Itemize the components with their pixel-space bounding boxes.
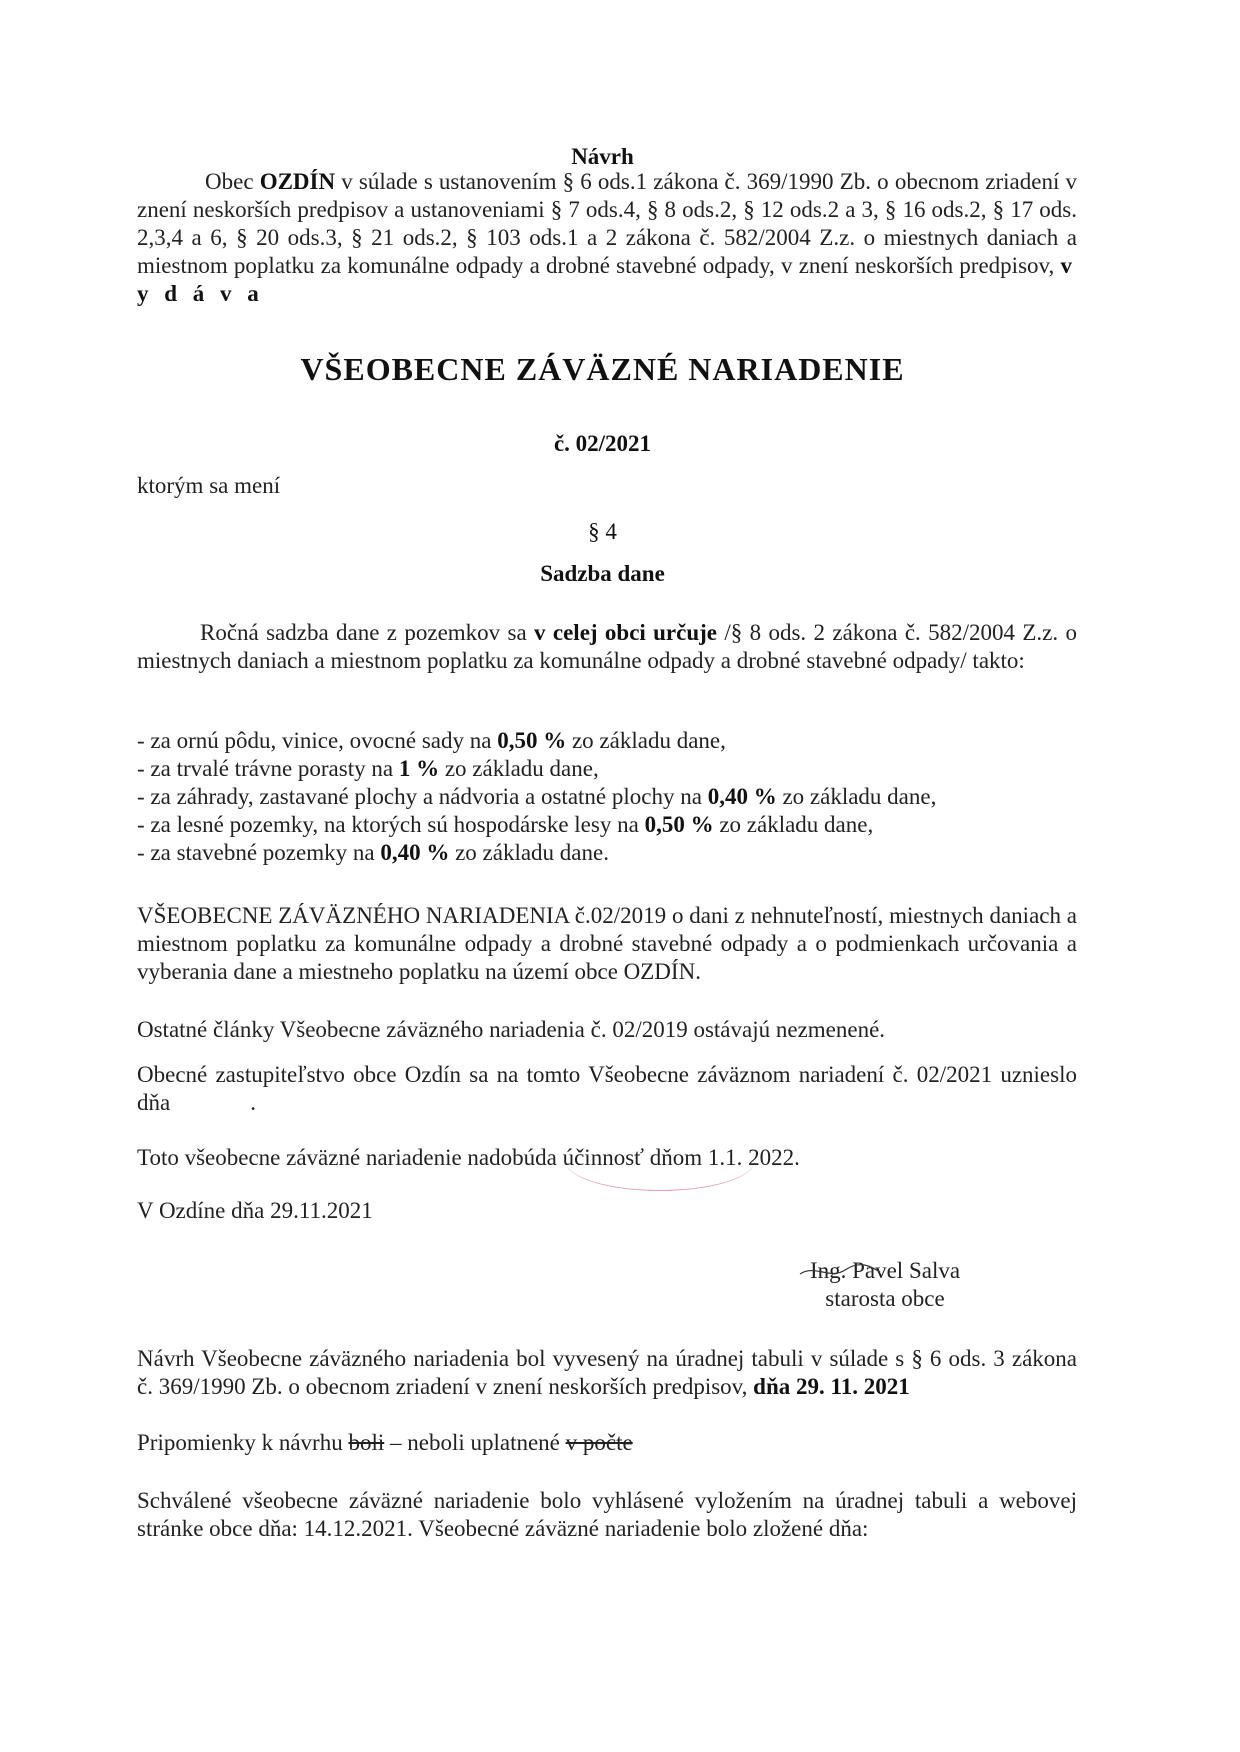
vzn-reference-paragraph: VŠEOBECNE ZÁVÄZNÉHO NARIADENIA č.02/2019 o dani z nehnuteľností, miestnych daniach a miestnom poplatku za komunálne odpady a drobné stavebné odpady a o podmienkach určovania a vyberania dane a miestneho poplatku na území obce OZDÍN. [137, 903, 1077, 984]
list-item [137, 755, 1077, 783]
tax-rate-bold: v celej obci určuje [534, 620, 718, 645]
list-item [137, 811, 1077, 839]
rate-value: 0,40 % [380, 840, 450, 865]
council-paragraph [137, 1061, 1077, 1117]
rate-label: - za stavebné pozemky na [137, 840, 381, 865]
rate-label: - za ornú pôdu, vinice, ovocné sady na [137, 728, 498, 753]
unchanged-articles-paragraph: Ostatné články Všeobecne záväzného nariadenia č. 02/2019 ostávajú nezmenené. [137, 1017, 886, 1042]
signatory-role: starosta obce [825, 1286, 945, 1311]
document-title: VŠEOBECNE ZÁVÄZNÉ NARIADENIE [300, 351, 905, 387]
effective-date-paragraph: Toto všeobecne záväzné nariadenie nadobúda účinnosť dňom 1.1. 2022. [137, 1145, 800, 1170]
signature-mark [795, 1262, 885, 1282]
signatory-name: Ing. Pavel Salva [809, 1258, 961, 1283]
comments-paragraph [137, 1429, 1077, 1457]
draft-label: Návrh [571, 144, 634, 169]
intro-text-2: v súlade s ustanovením § 6 ods.1 zákona č. 369/1990 Zb. o obecnom zriadení v znení neskorších predpisov a ustanoveniami § 7 ods.4, § 8 ods.2, § 12 ods.2 a 3, § 16 ods.2, § 17 ods. 2,3,4 a 6, § 20 ods.3, § 21 ods.2, § 103 ods.1 a 2 zákona č. 582/2004 Z.z. o miestnych daniach a miestnom poplatku za komunálne odpady a drobné stavebné odpady, v znení neskorších predpisov, [137, 169, 1078, 278]
tax-rate-text-2: /§ 8 ods. 2 zákona č. 582/2004 Z.z. o miestnych daniach a miestnom poplatku za komunálne odpady a drobné stavebné odpady/ takto: [137, 620, 1077, 673]
rate-suffix: zo základu dane, [776, 784, 937, 809]
rates-list [137, 727, 1077, 867]
rate-label: - za trvalé trávne porasty na [137, 756, 399, 781]
rate-value: 0,50 % [644, 812, 714, 837]
rate-suffix: zo základu dane, [439, 756, 599, 781]
approved-paragraph: Schválené všeobecne záväzné nariadenie bolo vyhlásené vyložením na úradnej tabuli a webovej stránke obce dňa: 14.12.2021. Všeobecné záväzné nariadenie bolo zložené dňa: [137, 1488, 1077, 1541]
intro-paragraph [137, 168, 1077, 308]
posted-date: dňa 29. 11. 2021 [753, 1374, 910, 1399]
comments-struck-2: v počte [565, 1430, 633, 1455]
posted-text: Návrh Všeobecne záväzného nariadenia bol vyvesený na úradnej tabuli v súlade s § 6 ods. 3 zákona č. 369/1990 Zb. o obecnom zriadení v znení neskorších predpisov, [137, 1346, 1077, 1399]
tax-rate-paragraph [137, 619, 1077, 675]
list-item [137, 783, 1077, 811]
posted-paragraph [137, 1345, 1077, 1401]
amends-label: ktorým sa mení [137, 473, 281, 498]
rate-suffix: zo základu dane, [566, 728, 726, 753]
list-item [137, 839, 1077, 867]
intro-text-1: Obec [205, 169, 260, 194]
rate-value: 0,50 % [497, 728, 567, 753]
municipality-name: OZDÍN [259, 169, 336, 194]
council-date-placeholder: . [250, 1090, 256, 1115]
comments-text-1: Pripomienky k návrhu [137, 1430, 349, 1455]
rate-value: 1 % [398, 756, 440, 781]
section-title: Sadzba dane [540, 561, 665, 586]
rate-suffix: zo základu dane. [449, 840, 609, 865]
rate-label: - za lesné pozemky, na ktorých sú hospodárske lesy na [137, 812, 645, 837]
tax-rate-text-1: Ročná sadzba dane z pozemkov sa [200, 620, 535, 645]
place-and-date: V Ozdíne dňa 29.11.2021 [137, 1198, 373, 1223]
list-item [137, 727, 1077, 755]
comments-struck-1: boli [348, 1430, 385, 1455]
issues-word: v y d á v a [137, 253, 1077, 306]
stamp-fragment [565, 1130, 755, 1191]
section-number: § 4 [588, 519, 617, 544]
rate-value: 0,40 % [707, 784, 777, 809]
comments-text-2: – neboli uplatnené [384, 1430, 566, 1455]
council-text: Obecné zastupiteľstvo obce Ozdín sa na tomto Všeobecne záväznom nariadení č. 02/2021 uznieslo dňa [137, 1062, 1077, 1115]
rate-suffix: zo základu dane, [713, 812, 874, 837]
rate-label: - za záhrady, zastavané plochy a nádvoria a ostatné plochy na [137, 784, 708, 809]
regulation-number: č. 02/2021 [553, 431, 652, 456]
